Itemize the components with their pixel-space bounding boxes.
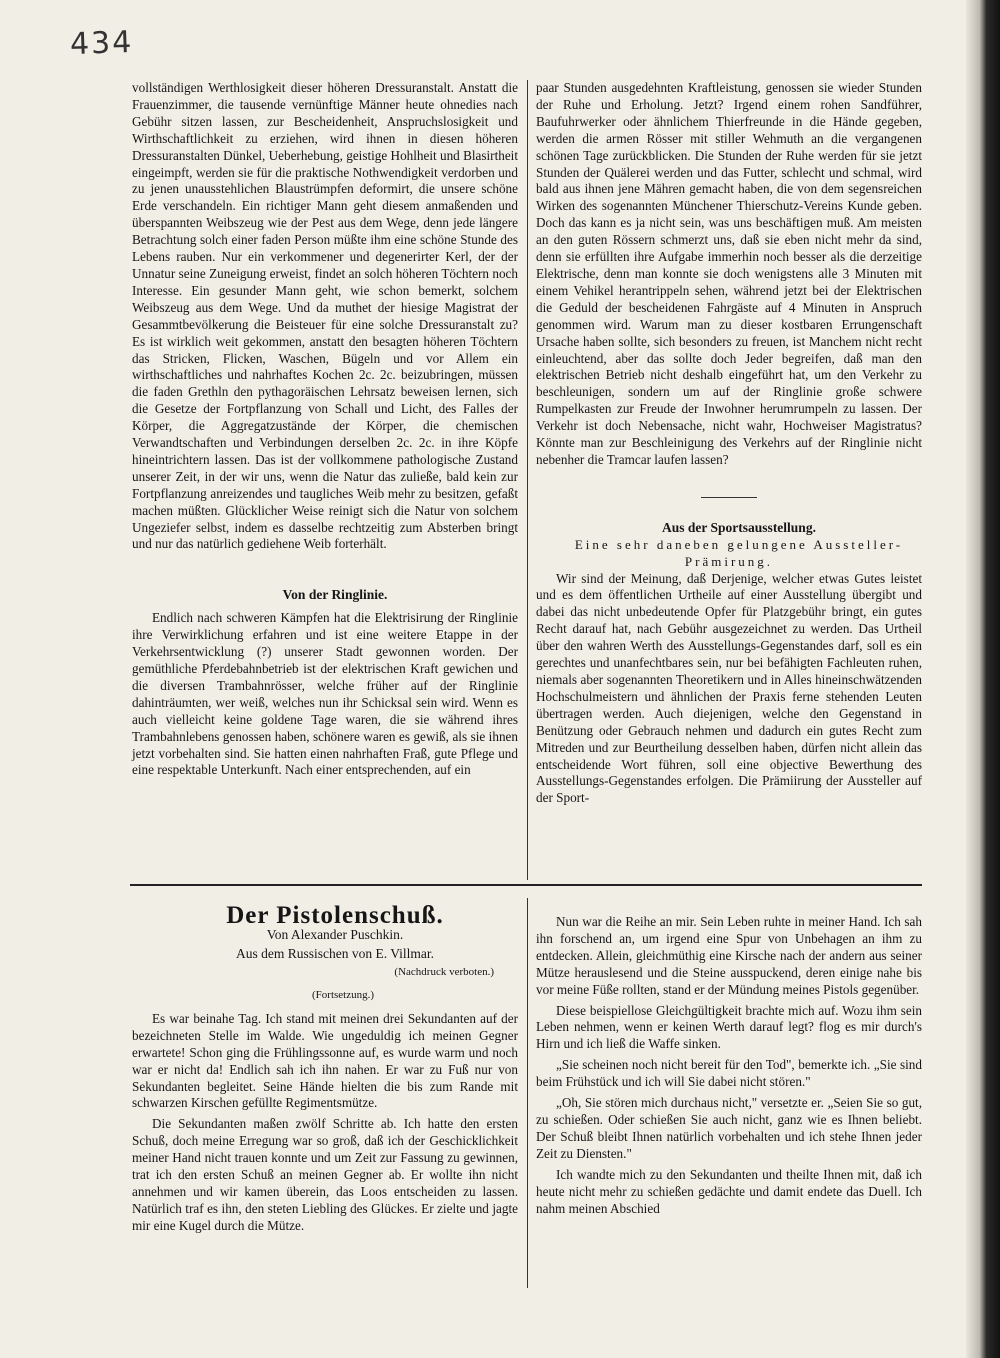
story-title: Der Pistolenschuß. bbox=[226, 902, 444, 929]
handwritten-page-number: 434 bbox=[69, 24, 134, 63]
left-column-top bbox=[132, 80, 518, 779]
ringlinie-heading: Von der Ringlinie. bbox=[282, 587, 388, 603]
story-paragraph: Die Sekundanten maßen zwölf Schritte ab. Ich hatte den ersten Schuß, doch meine Erregung war so groß, daß ich der Geschicklichkeit meiner Hand nicht trauen konnte und um Zeit zur Fassung zu gewinnen, trat ich den ersten Schuß an meinen Gegner ab. Er wollte ihn nicht annehmen und wir kamen überein, das Loos entscheiden zu lassen. Natürlich traf es ihn, den steten Liebling des Glückes. Er zielte und jagte mir eine Kugel durch die Mütze. bbox=[132, 1116, 518, 1233]
article-continuation-paragraph: vollständigen Werthlosigkeit dieser höheren Dressuranstalt. Anstatt die Frauenzimmer, die tausende vernünftige Männer heute ohnedies nach Gebühr sitzen lassen, zur Bescheidenheit, Anspruchslosigkeit und Wirthschaftlichkeit zu erziehen, wird ihnen in diesen höheren Dressuranstalten Dünkel, Ueberhebung, geistige Hohlheit und Blasirtheit eingeimpft, werden sie für die praktische Nothwendigkeit verdorben und zu jenen unausstehlichen Blaustrümpfen deformirt, die unsere schöne Erde verschandeln. Ein richtiger Mann geht diesem anmaßenden und überspannten Weibszeug wie der Pest aus dem Wege, denn jede längere Betrachtung solch einer faden Person müßte ihm eine schöne Stunde des Lebens rauben. Nur ein verkommener und degenerirter Kerl, der der Unnatur seine Zuneigung erweist, findet an solch höheren Töchtern noch Interesse. Ein gesunder Mann geht, wie schon bemerkt, solchem Weibszeug aus dem Wege. Und da muthet der hiesige Magistrat der Gesammtbevölkerung die Beisteuer für eine solche Dressuranstalt zu? Es ist wirklich weit gekommen, anstatt den besagten höheren Töchtern das Stricken, Flicken, Waschen, Bügeln und vor Allem ein wirthschaftliches und nahrhaftes Kochen 2c. 2c. beizubringen, müssen die faden Grethln den pythagoräischen Lehrsatz beweisen lernen, sich die Gesetze der Fortpflanzung von Schall und Licht, des Falles der Körper, die Aggregatzustände der Körper, die chemischen Verwandtschaften und Verbindungen derselben 2c. 2c. in ihre Köpfe hineintrichtern lassen. Das ist der vollkommene pathologische Zustand unserer Zeit, in der wir uns, wenn die Natur das zuließe, bald kein zur Fortpflanzung anreizendes und taugliches Weib mehr zu besitzen, gefaßt machen müßten. Glücklicher Weise reinigt sich die Natur von solchem Ungeziefer selbst, indem es dasselbe rechtzeitig zum Absterben bringt und nur das natürlich gediehene Weib forterhält. bbox=[132, 80, 519, 552]
story-paragraph: Es war beinahe Tag. Ich stand mit meinen drei Sekundanten auf der bezeichneten Stelle im Walde. Wie ungeduldig ich meinen Gegner erwartete! Schon ging die Frühlingssonne auf, es wurde warm und noch war er nicht da! Endlich sah ich ihn nahen. Er war zu Fuß nur von Sekundanten begleitet. Seine Hände hielten die bis zum Rande mit schwarzen Kirschen gefüllte Regimentsmütze. bbox=[132, 1010, 518, 1111]
continuation-note: (Fortsetzung.) bbox=[312, 988, 375, 1001]
right-column-top bbox=[536, 80, 922, 807]
book-spine bbox=[966, 0, 1000, 1358]
sport-subheading: Eine sehr daneben gelungene Aussteller-Prämirung. bbox=[574, 536, 904, 569]
story-paragraph: „Oh, Sie stören mich durchaus nicht," versetzte er. „Seien Sie so gut, zu schießen. Oder schießen Sie auch nicht, ganz wie es Ihnen beliebt. Der Schuß bleibt Ihnen natürlich vorbehalten und ich stehe Ihnen jeder Zeit zu Diensten." bbox=[536, 1095, 922, 1161]
ringlinie-continuation-paragraph: paar Stunden ausgedehnten Kraftleistung, genossen sie wieder Stunden der Ruhe und Erholung. Jetzt? Irgend einem rohen Sandführer, Baufuhrwerker oder ähnlichem Thierfreunde in die Hände gegeben, werden die armen Rösser mit stiller Wehmuth an die vergangenen schönen Tage zurückblicken. Die Stunden der Ruhe werden für sie jetzt Stunden der Quälerei werden und das Futter, schlecht und schmal, wird bald aus ihnen jene Mähren gemacht haben, die von dem segensreichen Wirken des sogenannten Münchener Thierschutz-Vereins Kunde geben. Doch das kann es ja nicht sein, was uns beschäftigen muß. Am meisten an den guten Rössern schmerzt uns, daß sie eben nicht mehr da sind, denn sie erfüllten ihre Aufgabe immerhin noch besser als die derzeitige Elektrische, denn man konnte sie doch wenigstens alle 3 Minuten mit einem Vehikel herantrippeln sehen, während jetzt bei der Elektrischen die Geduld der bescheidenen Fahrgäste auf 4 Minuten in Anspruch genommen wird. Warum man zu dieser kostbaren Errungenschaft Ursache haben sollte, sich besonders zu freuen, ist Manchem nicht recht einleuchtend, aber das sollte doch Jeder begreifen, daß man den elektrischen Betrieb nicht deshalb eingeführt hat, um den Verkehr zu beschleunigen, sondern um auf der Ringlinie große schwere Rumpelkasten zur Freude der Inwohner herumrumpeln zu lassen. Der Verkehr ist doch Nebensache, nicht wahr, Hochweiser Magistratus? Könnte man zur Beschleinigung des Verkehrs auf der Ringlinie nicht nebenher die Tramcar laufen lassen? bbox=[536, 80, 922, 467]
story-author: Von Alexander Puschkin. bbox=[266, 926, 404, 942]
story-paragraph: Nun war die Reihe an mir. Sein Leben ruhte in meiner Hand. Ich sah ihn forschend an, um irgend eine Spur von Unbehagen an ihm zu entdecken. Allein, gleichmüthig eine Kirsche nach der andern aus seiner Mütze herauslesend und die Steine ausspuckend, deren einige nahe bis vor meine Füße rollten, stand er der Mündung meines Pistols gegenüber. bbox=[536, 914, 922, 997]
sport-paragraph: Wir sind der Meinung, daß Derjenige, welcher etwas Gutes leistet und es dem öffentlichen Urtheile auf einer Ausstellung übergibt und dabei das nicht unbedeutende Opfer für Platzgebühr bringt, ein gutes Recht darauf hat, nach Gebühr ausgezeichnet zu werden. Das Urtheil über den wahren Werth des Ausstellungs-Gegenstandes darf, soll es ein gerechtes und unanfechtbares sein, nur bei befähigten Fachleuten ruhen, niemals aber sogenannten Theoretikern und in Alles hineinschwätzenden Hochschulmeistern und ähnlichen der Praxis ferne stehenden Leuten übertragen werden. Auch diejenigen, welche den Gegenstand in Benützung oder Gebrauch nehmen und dadurch ein gutes Recht zum Mitreden und zur Beurtheilung desselben haben, dürfen nicht allein das entscheidende Wort führen, soll eine objective Bewerthung des Ausstellungs-Gegenstandes erfolgen. Die Prämiirung der Aussteller auf der Sport- bbox=[536, 570, 922, 806]
sport-heading: Aus der Sportsausstellung. bbox=[662, 519, 816, 535]
story-left-column bbox=[132, 902, 518, 1235]
reprint-notice: (Nachdruck verboten.) bbox=[394, 965, 494, 978]
ringlinie-paragraph: Endlich nach schweren Kämpfen hat die Elektrisirung der Ringlinie ihre Verwirklichung erfahren und ist eine weitere Etappe in der Verkehrsentwicklung (?) unserer Stadt gewonnen worden. Der gemüthliche Pferdebahnbetrieb ist der elektrischen Kraft gewichen und die diversen Trambahnrösser, welche früher auf der Ringlinie dahinträumten, wer weiß, welches nun ihr Schicksal sein wird. Wenn es auch vielleicht keine goldene Tage waren, die sie während ihres Trambahnlebens genossen haben, schönere waren es gewiß, als sie ihnen jetzt vorbehalten sind. Sie hatten einen nahrhaften Fraß, gute Pflege und eine respektable Unterkunft. Nach einer entsprechenden, auf ein bbox=[132, 610, 518, 778]
story-translator: Aus dem Russischen von E. Villmar. bbox=[235, 945, 435, 961]
column-rule-top bbox=[527, 80, 528, 880]
story-paragraph: Ich wandte mich zu den Sekundanten und theilte Ihnen mit, daß ich heute nicht mehr zu schießen gedächte und damit endete das Duell. Ich nahm meinen Abschied bbox=[536, 1166, 922, 1216]
column-rule-bottom bbox=[527, 898, 528, 1288]
story-right-column bbox=[536, 914, 922, 1217]
section-divider-rule bbox=[130, 884, 922, 886]
story-paragraph: Diese beispiellose Gleichgültigkeit brachte mich auf. Wozu ihm sein Leben nehmen, wenn er keinen Werth darauf legt? flog es mir durch's Hirn und ich ließ die Waffe sinken. bbox=[536, 1002, 922, 1052]
story-paragraph: „Sie scheinen noch nicht bereit für den Tod", bemerkte ich. „Sie sind beim Frühstück und ich will Sie dabei nicht stören." bbox=[536, 1057, 922, 1090]
